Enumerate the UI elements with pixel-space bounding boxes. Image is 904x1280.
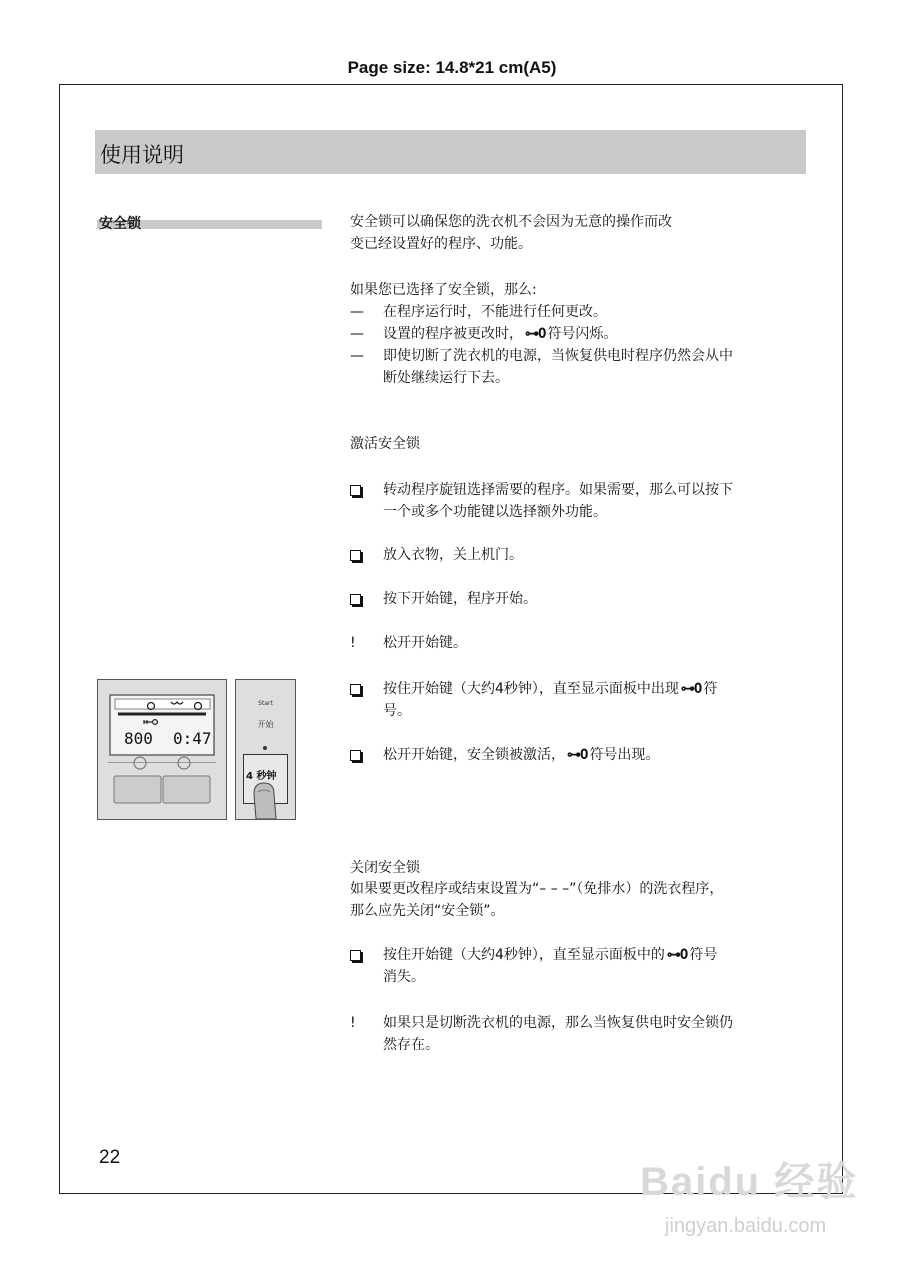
activate-step-2: 放入衣物，关上机门。 xyxy=(383,547,523,563)
key-lock-icon: ⊶O xyxy=(525,326,546,342)
activate-step-1a: 转动程序旋钮选择需要的程序。如果需要，那么可以按下 xyxy=(383,482,733,498)
checkbox-icon xyxy=(350,590,361,612)
dash-item-b: 设置的程序被更改时， ⊶O 符号闪烁。 xyxy=(383,323,803,345)
activate-step-4a: 按住开始键（大约4秒钟），直至显示面板中出现 ⊶O 符 xyxy=(383,678,803,700)
page-number: 22 xyxy=(99,1147,121,1168)
display-speed: 800 xyxy=(124,729,153,748)
section-title: 安全锁 xyxy=(99,216,141,232)
dash-item-c1: 即使切断了洗衣机的电源，当恢复供电时程序仍然会从中 xyxy=(383,348,733,364)
intro-line-2: 变已经设置好的程序、功能。 xyxy=(350,236,532,252)
dash-item-c2: 断处继续运行下去。 xyxy=(383,370,509,386)
deactivate-warning-1: 如果只是切断洗衣机的电源，那么当恢复供电时安全锁仍 xyxy=(383,1015,733,1031)
activate-step-4b: 号。 xyxy=(383,703,411,719)
deactivate-title: 关闭安全锁 xyxy=(350,860,420,876)
activate-warning: 松开开始键。 xyxy=(383,635,467,651)
dash-mark: — xyxy=(350,326,364,342)
activate-step-5: 松开开始键，安全锁被激活， ⊶O 符号出现。 xyxy=(383,744,803,766)
activate-step-3: 按下开始键，程序开始。 xyxy=(383,591,537,607)
deactivate-step-1a: 按住开始键（大约4秒钟），直至显示面板中的 ⊶O 符号 xyxy=(383,944,803,966)
checkbox-icon xyxy=(350,546,361,568)
deactivate-intro-1: 如果要更改程序或结束设置为“– – –”（免排水）的洗衣程序， xyxy=(350,881,724,897)
key-lock-icon: ⊶O xyxy=(567,747,588,763)
key-lock-icon: ⊶O xyxy=(666,947,688,963)
intro-line-1: 安全锁可以确保您的洗衣机不会因为无意的操作而改 xyxy=(350,214,672,230)
watermark-logo: Baidu 经验 xyxy=(640,1160,859,1204)
if-selected-text: 如果您已选择了安全锁，那么: xyxy=(350,282,537,298)
deactivate-intro-2: 那么应先关闭“安全锁”。 xyxy=(350,903,505,919)
finger-press-icon xyxy=(236,680,295,819)
dash-mark: — xyxy=(350,348,364,364)
checkbox-icon xyxy=(350,746,361,768)
start-panel-illustration xyxy=(235,679,296,820)
key-lock-icon: ⊶O xyxy=(680,681,702,697)
watermark-url: jingyan.baidu.com xyxy=(665,1215,827,1237)
page-size-note: Page size: 14.8*21 cm(A5) xyxy=(347,58,557,77)
dash-mark: — xyxy=(350,304,364,320)
activate-step-1b: 一个或多个功能键以选择额外功能。 xyxy=(383,504,607,520)
warning-mark: ! xyxy=(350,635,356,651)
deactivate-warning-2: 然存在。 xyxy=(383,1037,439,1053)
warning-mark: ! xyxy=(350,1015,356,1031)
display-panel-illustration xyxy=(97,679,227,820)
display-time: 0:47 xyxy=(173,729,212,748)
activate-title: 激活安全锁 xyxy=(350,436,420,452)
dash-item-a: 在程序运行时，不能进行任何更改。 xyxy=(383,304,607,320)
checkbox-icon xyxy=(350,680,361,702)
header-bar xyxy=(95,130,806,174)
checkbox-icon xyxy=(350,946,361,968)
hold-duration-label: 4 秒钟 xyxy=(246,771,277,782)
page-title: 使用说明 xyxy=(100,143,184,167)
start-label-en: Start xyxy=(258,700,273,707)
start-label-cn: 开始 xyxy=(257,720,274,729)
checkbox-icon xyxy=(350,481,361,503)
deactivate-step-1b: 消失。 xyxy=(383,969,425,985)
